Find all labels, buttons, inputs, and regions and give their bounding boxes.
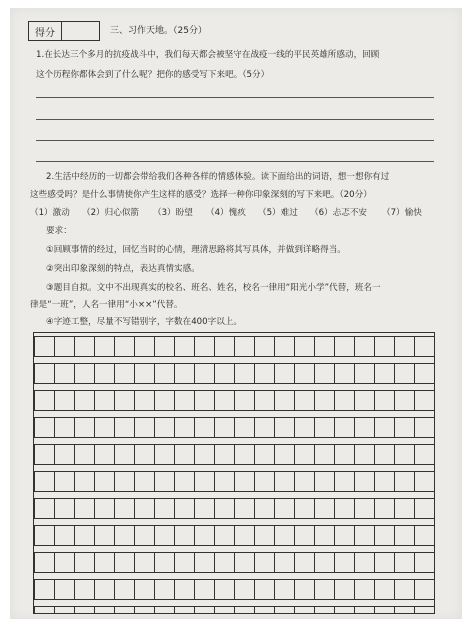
q2-option-5: （5）难过: [258, 208, 298, 218]
q2-option-2: （2）归心似箭: [82, 208, 140, 218]
requirements-title: 要求：: [46, 226, 72, 236]
q1-answer-line[interactable]: [36, 161, 434, 162]
q1-answer-line[interactable]: [36, 119, 434, 120]
score-value-field[interactable]: [62, 22, 99, 40]
writing-grid[interactable]: [33, 332, 435, 614]
requirement-3-line1: ③题目自拟。文中不出现真实的校名、班名、姓名，校名一律用“阳光小学”代替，班名一: [46, 283, 381, 293]
score-box: [28, 21, 100, 41]
q1-answer-line[interactable]: [36, 97, 434, 98]
writing-grid-row[interactable]: [34, 606, 434, 614]
section-title: 三、习作天地。（25分）: [110, 26, 207, 36]
writing-grid-row[interactable]: [34, 390, 434, 411]
q2-prompt-line2: 这些感受吗？是什么事情使你产生这样的感受？选择一种你印象深刻的写下来吧。（20分）: [30, 190, 372, 200]
q2-option-4: （4）愧疚: [206, 208, 246, 218]
writing-grid-row[interactable]: [34, 525, 434, 546]
q1-prompt-line1: 1.在长达三个多月的抗疫战斗中，我们每天都会被坚守在战疫一线的平民英雄所感动，回顾: [36, 50, 380, 60]
q2-option-7: （7）愉快: [382, 208, 422, 218]
q2-option-6: （6）忐忑不安: [310, 208, 368, 218]
writing-grid-row[interactable]: [34, 579, 434, 600]
q2-option-3: （3）盼望: [153, 208, 193, 218]
writing-grid-row[interactable]: [34, 336, 434, 357]
q1-prompt-line2: 这个历程你都体会到了什么呢？把你的感受写下来吧。（5分）: [36, 70, 270, 80]
writing-grid-row[interactable]: [34, 417, 434, 438]
q1-answer-line[interactable]: [36, 140, 434, 141]
requirement-1: ①回顾事情的经过，回忆当时的心情，理清思路将其写具体，并做到详略得当。: [46, 245, 346, 255]
requirement-2: ②突出印象深刻的特点，表达真情实感。: [46, 264, 200, 274]
writing-grid-row[interactable]: [34, 363, 434, 384]
requirement-4: ④字迹工整，尽量不写错别字，字数在400字以上。: [46, 317, 242, 327]
q2-option-1: （1）激动: [30, 208, 70, 218]
writing-grid-row[interactable]: [34, 471, 434, 492]
writing-grid-row[interactable]: [34, 552, 434, 573]
writing-grid-row[interactable]: [34, 498, 434, 519]
q2-prompt-line1: 2.生活中经历的一切都会带给我们各种各样的情感体验。读下面给出的词语，想一想你有过: [46, 172, 390, 182]
score-label: 得分: [29, 22, 62, 40]
writing-grid-row[interactable]: [34, 444, 434, 465]
requirement-3-line2: 律是“一班”，人名一律用“小××”代替。: [30, 300, 183, 310]
